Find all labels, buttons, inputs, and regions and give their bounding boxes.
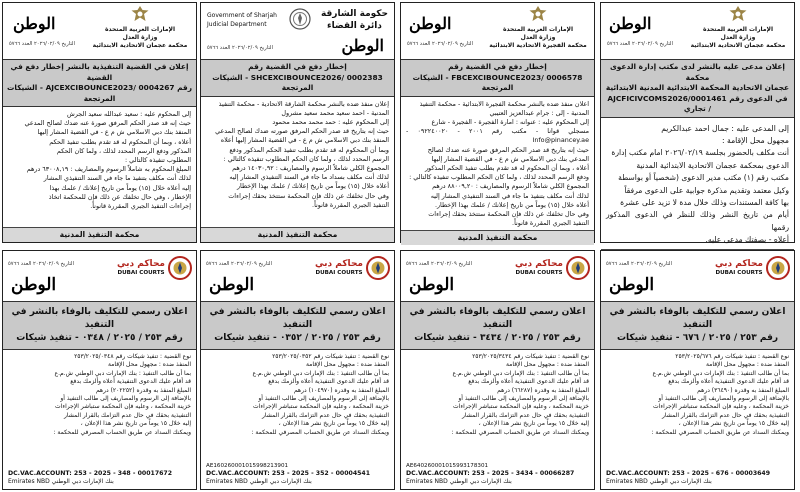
government-line: الإمارات العربية المتحدة bbox=[104, 26, 176, 33]
notice-body bbox=[201, 350, 394, 463]
government-line: وزارة العدل bbox=[122, 34, 158, 41]
notice-card-dubai-courts-0348 bbox=[2, 250, 197, 490]
bank-name: Emirates NBD بنك الإمارات دبي الوطني bbox=[206, 478, 312, 485]
body-line: المنفذ ضده : مجهول محل الإقامة bbox=[107, 361, 191, 369]
government-line: محكمة عجمان الاتحادية الابتدائية bbox=[92, 42, 188, 49]
body-line: بما أن طالب التنفيذ : بنك الإمارات دبي الوطني ش.م.ع bbox=[252, 369, 389, 377]
notice-footer: محكمة التنفيذ المدنية bbox=[3, 227, 196, 242]
notice-body bbox=[3, 107, 196, 227]
dubai-courts-text bbox=[117, 259, 165, 277]
body-line: حيث إنه بتاريخ قد صدر الحكم المرفق صورته ضدك لصالح المدعي bbox=[215, 127, 389, 136]
body-line: المبلغ المنفذ به وقدره (١٠٤٩٧٠) درهم bbox=[293, 386, 389, 394]
body-line: المنفذ بنك دبي الاسلامي ش م ع - في القضية المشار إليها bbox=[37, 128, 191, 137]
newspaper-logo: الوطن bbox=[409, 275, 455, 295]
body-line: لذلك أنت مكلف بسداد ما جاء في السند التنفيذي المشار إليه bbox=[229, 173, 389, 182]
body-line: بالإضافة إلى الرسوم والمصاريف إلى طالب التنفيذ أو bbox=[258, 395, 389, 403]
notice-footer: محكمة التنفيذ المدنية bbox=[201, 227, 394, 242]
body-line: وبما أن المحكوم له قد تقدم بطلب تنفيذ الحكم المذكور ودفع bbox=[229, 145, 389, 154]
court-name-arabic: محاكم دبي bbox=[515, 259, 563, 269]
court-name-english: DUBAI COURTS bbox=[117, 270, 165, 276]
body-line: خزينة المحكمة ، وعليه فإن المحكمة ستباشر الإجراءات bbox=[453, 403, 589, 411]
body-line: المبلغ المنفذ به وقدره (٣٦٤٩٠) درهم bbox=[697, 386, 789, 394]
body-line: بما أن طالب التنفيذ : بنك الإمارات دبي الوطني ش.م.ع bbox=[452, 369, 589, 377]
body-line: مجهول محل الإقامة : bbox=[722, 135, 789, 145]
title-line: إخطار دفع في القضية رقم bbox=[248, 62, 347, 71]
government-line: الإمارات العربية المتحدة bbox=[502, 26, 574, 33]
body-line: المنفذ ضده : مجهول محل الإقامة bbox=[305, 361, 389, 369]
body-line: أعلاه ، وبما أن المحكوم له قد تقدم بطلب تنفيذ الحكم bbox=[49, 137, 191, 146]
court-account-number: DC.VAC.ACCOUNT: 253 - 2025 - 3434 - 00066287 bbox=[406, 470, 575, 477]
body-line: التنفيذية بحقك في حال عدم التزامك بالقرار المشار bbox=[661, 411, 789, 419]
uae-emblem-icon bbox=[528, 5, 548, 25]
body-line: وفي حال تخلفك عن ذلك فإن المحكمة ستتخذ بحقك إجراءات bbox=[228, 191, 389, 200]
body-line: نوع القضية : تنفيذ شيكات رقم ٢٥٣/٢٠٢٥/٠٣٥٢ bbox=[272, 353, 389, 360]
title-line: في الدعوى رقم AJCFICIVCOMS2026/0001461 / تجاري bbox=[607, 93, 788, 113]
dubai-courts-text bbox=[715, 259, 763, 277]
title-line: رقم ٢٥٣ / ٢٠٢٥ / ٣٤٣٤ - تنفيذ شيكات bbox=[414, 333, 581, 343]
government-english-lines bbox=[207, 11, 277, 29]
notice-card-ajman-case-management bbox=[600, 2, 795, 243]
body-line: المدنية - إلى : جرام عبدالعزيز العتيبي bbox=[489, 108, 589, 117]
issue-date: التاريخ ٢٠٢٦/٠٢/٠٩ العدد ٥٧٦٦ bbox=[607, 41, 673, 47]
body-line: التنفيذ الجبري المقررة قانوناً. bbox=[512, 219, 589, 228]
notice-header bbox=[401, 3, 594, 59]
body-line: قد أقام عليك الدعوى التنفيذية أعلاه وألزمك بدفع bbox=[468, 378, 589, 386]
notice-header bbox=[201, 251, 394, 301]
government-arabic-lines bbox=[321, 8, 388, 32]
body-line: إلى المحكوم عليه : سعيد عبدالله سعيد الجرش bbox=[66, 110, 191, 118]
body-line: بالإضافة إلى الرسوم والمصاريف إلى طالب التنفيذ أو bbox=[458, 395, 589, 403]
newspaper-logo: الوطن bbox=[341, 36, 384, 55]
body-line: أعلاه خلال (١٥) يوماً من تاريخ إعلانك / علمك بهذا الإخطار bbox=[236, 182, 389, 191]
title-line: إعلان في القضية التنفيذية بالنشر إخطار دفع في القضية bbox=[10, 62, 189, 82]
court-name-english: DUBAI COURTS bbox=[515, 270, 563, 276]
issue-date: التاريخ ٢٠٢٦/٠٢/٠٩ العدد ٥٧٦٦ bbox=[406, 261, 472, 267]
body-line: لذلك أنت مكلف بتنفيذ ما جاء في السند التنفيذي المشار إليه bbox=[430, 191, 589, 200]
title-line: رقم ٢٥٣ / ٢٠٢٥ / ٠٣٤٨ - تنفيذ شيكات bbox=[16, 333, 183, 343]
government-english-line: Government of Sharjah bbox=[207, 12, 277, 19]
body-line: بما أن طالب التنفيذ : بنك الإمارات دبي الوطني ش.م.ع bbox=[54, 369, 191, 377]
dubai-courts-emblem-icon bbox=[366, 256, 390, 280]
court-account-number: DC.VAC.ACCOUNT: 253 - 2025 - 352 - 00004541 bbox=[206, 470, 371, 477]
title-line: اعلان رسمي للتكليف بالوفاء بالنشر في التنفيذ bbox=[11, 307, 188, 330]
issue-date: التاريخ ٢٠٢٦/٠٢/٠٩ العدد ٥٧٦٦ bbox=[206, 261, 272, 267]
issue-date: التاريخ ٢٠٢٦/٠٢/٠٩ العدد ٥٧٦٦ bbox=[8, 261, 74, 267]
body-line: المدعي بنك دبي الاسلامي ش م ع - في القضية المشار إليها bbox=[431, 154, 589, 163]
uae-emblem-icon bbox=[728, 5, 748, 25]
title-line: اعلان رسمي للتكليف بالوفاء بالنشر في التنفيذ bbox=[209, 307, 386, 330]
notice-title bbox=[401, 59, 594, 97]
issue-date: التاريخ ٢٠٢٦/٠٢/٠٩ العدد ٥٧٦٦ bbox=[407, 41, 473, 47]
government-block bbox=[88, 5, 192, 50]
body-line: المنفذ ضده : مجهول محل الإقامة bbox=[705, 361, 789, 369]
body-line: قد أقام عليك الدعوى التنفيذية أعلاه وألزمك بدفع bbox=[668, 378, 789, 386]
notice-body bbox=[601, 118, 794, 249]
title-line: اعلان رسمي للتكليف بالوفاء بالنشر في التنفيذ bbox=[409, 307, 586, 330]
government-line: وزارة العدل bbox=[720, 34, 756, 41]
body-line: خزينة المحكمة ، وعليه فإن المحكمة ستباشر الإجراءات bbox=[253, 403, 389, 411]
court-name-arabic: محاكم دبي bbox=[117, 259, 165, 269]
title-line: إعلان مدعى عليه بالنشر لدى مكتب إدارة الدعوى محكمة bbox=[610, 62, 785, 82]
government-line: دائرة القضاء bbox=[327, 21, 382, 31]
body-line: ويمكنك السداد عن طريق الحساب المصرفي للمحكمة : bbox=[451, 428, 589, 436]
newspaper-logo: الوطن bbox=[209, 275, 255, 295]
body-line: التنفيذية بحقك في حال عدم التزامك بالقرار المشار bbox=[261, 411, 389, 419]
body-line: نوع القضية : تنفيذ شيكات رقم ٢٥٣/٢٠٢٥/٦٧٦ bbox=[675, 353, 789, 360]
notice-header bbox=[401, 251, 594, 301]
body-line: أعلاه - بصفتك مدعى عليه. bbox=[705, 235, 789, 245]
body-line: المدنية - احمد سعيد محمد سعيد مشرول bbox=[281, 108, 389, 117]
dubai-courts-text bbox=[315, 259, 363, 277]
notice-title bbox=[201, 59, 394, 97]
body-line: بالإضافة إلى الرسوم والمصاريف إلى طالب التنفيذ أو bbox=[60, 395, 191, 403]
body-line: المطلوب تنفيذه كالتالي : bbox=[125, 156, 191, 165]
body-line: لذلك أنت مكلف بتنفيذ ما جاء في السند التنفيذي المشار bbox=[43, 174, 191, 183]
notice-title bbox=[601, 59, 794, 118]
body-line: إلى المدعى عليه : جمال احمد عبدالكريم bbox=[661, 123, 789, 133]
uae-emblem-icon bbox=[130, 5, 150, 25]
sharjah-emblem-icon bbox=[289, 8, 311, 30]
notice-card-ajman-execution bbox=[2, 2, 197, 243]
government-line: الإمارات العربية المتحدة bbox=[702, 26, 774, 33]
body-line: ويمكنك السداد عن طريق الحساب المصرفي للمحكمة : bbox=[53, 428, 191, 436]
body-line: نوع القضية : تنفيذ شيكات رقم ٢٥٣/٢٠٢٥/٣٤٣٤ bbox=[472, 353, 589, 360]
body-line: خزينة المحكمة ، وعليه فإن المحكمة ستباشر الإجراءات bbox=[55, 403, 191, 411]
body-line: خزينة المحكمة ، وعليه فإن المحكمة ستباشر الإجراءات bbox=[653, 403, 789, 411]
court-account-number: DC.VAC.ACCOUNT: 253 - 2025 - 676 - 00003649 bbox=[606, 470, 771, 477]
notice-footer: محكمة التنفيذ المدنية bbox=[401, 230, 594, 245]
government-english-line: Judicial Department bbox=[207, 21, 267, 28]
bank-name: Emirates NBD بنك الإمارات دبي الوطني bbox=[606, 478, 712, 485]
body-line: حيث إنه قد صدر الحكم المرفق صورة عنه ضدك لصالح المدعي bbox=[24, 119, 191, 128]
court-name-arabic: محاكم دبي bbox=[715, 259, 763, 269]
notice-card-dubai-courts-676 bbox=[600, 250, 795, 490]
body-line: نوع القضية : تنفيذ شيكات رقم ٢٥٣/٢٠٢٥/٠٣٤٨ bbox=[74, 353, 191, 360]
notice-body bbox=[3, 350, 196, 470]
title-line: رقم ٢٥٣ / ٢٠٢٥ / ٦٧٦ - تنفيذ شيكات bbox=[616, 333, 779, 343]
body-line: إعلان منفذ ضده بالنشر محكمة الشارقة الاتحادية - محكمة التنفيذ bbox=[218, 99, 389, 108]
notice-title bbox=[601, 301, 794, 350]
body-line: المبلغ المنفذ به وقدره (٦٦٢٨٧) درهم bbox=[497, 386, 589, 394]
government-line: محكمة عجمان الاتحادية الابتدائية bbox=[690, 42, 786, 49]
government-lines bbox=[486, 26, 590, 50]
body-line: بما أن طالب التنفيذ : بنك الإمارات دبي الوطني ش.م.ع bbox=[652, 369, 789, 377]
notice-title bbox=[401, 301, 594, 350]
body-line: المذكور ودفع الرسم المحدد لذلك ، ولما كان الحكم bbox=[56, 146, 191, 155]
body-line: الإخطار ، وفي حال تخلفك عن ذلك فإن للمحكمة اتخاذ bbox=[48, 192, 191, 201]
title-line: رقم AJCEXCIBOUNCE2023/ 0004267 - الشيكات المرتجعة bbox=[7, 83, 192, 103]
government-line: محكمة الفجيرة الاتحادية الابتدائية bbox=[489, 42, 587, 49]
body-line: أنت مكلف بالحضور بجلسة ٢٠٢٦/٠٢/١٩ امام مكتب إدارة bbox=[611, 148, 789, 158]
body-line: التنفيذية بحقك في حال عدم التزامك بالقرار المشار bbox=[63, 411, 191, 419]
notice-card-dubai-courts-0352 bbox=[200, 250, 395, 490]
body-line: إليه خلال ١٥ يوماً من تاريخ نشر هذا الإعلان ، bbox=[278, 420, 389, 428]
dubai-courts-emblem-icon bbox=[766, 256, 790, 280]
body-line: إليه خلال ١٥ يوماً من تاريخ نشر هذا الإعلان ، bbox=[478, 420, 589, 428]
newspaper-logo: الوطن bbox=[609, 14, 652, 33]
body-line: الدعوى بمحكمة عجمان الاتحادية الابتدائية المدنية bbox=[636, 160, 789, 170]
body-line: إليه خلال ١٥ يوماً من تاريخ نشر هذا الإعلان ، bbox=[678, 420, 789, 428]
body-line: أعلاه ، وبما أن المحكوم له قد تقدم بطلب تنفيذ الحكم المذكور bbox=[424, 163, 589, 172]
government-block bbox=[486, 5, 590, 50]
body-line: مسجلي قوانا - مكتب رقم ٢٠٠١ - ٠٩٢٢٤٠٠٢٠ - Info@pinancey.ae bbox=[406, 127, 590, 145]
body-line: الرسم المحدد لذلك ، ولما كان الحكم المطلوب تنفيذه كالتالي : bbox=[223, 154, 389, 163]
notice-body bbox=[401, 97, 594, 231]
body-line: إليه أعلاه خلال (١٥) يوماً من تاريخ إعلانك / علمك بهذا bbox=[49, 183, 191, 192]
government-lines bbox=[88, 26, 192, 50]
newspaper-logo: الوطن bbox=[11, 275, 57, 295]
notice-title bbox=[201, 301, 394, 350]
court-account-number: DC.VAC.ACCOUNT: 253 - 2025 - 348 - 00017672 bbox=[8, 470, 173, 477]
body-line: المنفذ ضده : مجهول محل الإقامة bbox=[505, 361, 589, 369]
issue-date: التاريخ ٢٠٢٦/٠٢/٠٩ العدد ٥٧٦٦ bbox=[606, 261, 672, 267]
notice-body bbox=[201, 97, 394, 228]
court-name-english: DUBAI COURTS bbox=[715, 270, 763, 276]
body-line: بها كافة المستندات وذلك خلال مدة لا تزيد على عشرة bbox=[620, 197, 789, 207]
notice-header bbox=[601, 251, 794, 301]
dubai-courts-emblem-icon bbox=[168, 256, 192, 280]
body-line: إليه خلال ١٥ يوماً من تاريخ نشر هذا الإعلان ، bbox=[80, 420, 191, 428]
court-name-english: DUBAI COURTS bbox=[315, 270, 363, 276]
court-name-arabic: محاكم دبي bbox=[315, 259, 363, 269]
notice-header bbox=[601, 3, 794, 59]
notice-title bbox=[3, 59, 196, 107]
body-line: وفي حال تخلفك عن ذلك فإن المحكمة ستتخذ بحقك إجراءات bbox=[428, 209, 589, 218]
body-line: قد أقام عليك الدعوى التنفيذية أعلاه وألزمك بدفع bbox=[268, 378, 389, 386]
newspaper-logo: الوطن bbox=[609, 275, 655, 295]
body-line: قد أقام عليك الدعوى التنفيذية أعلاه وألزمك بدفع bbox=[70, 378, 191, 386]
dubai-courts-logo bbox=[515, 256, 590, 280]
body-line: إلى المحكوم عليه : عنوانه : امارة الفجيرة - الفجيرة - شارع bbox=[431, 117, 589, 126]
body-line: المبلغ المحكوم به شاملاً الرسوم والمصاريف : ٦٣٠٠٨,١٩ درهم bbox=[26, 165, 191, 174]
title-line: رقم ٢٥٣ / ٢٠٢٥ / ٠٣٥٢ - تنفيذ شيكات bbox=[214, 333, 381, 343]
title-line: إخطار دفع في القضية رقم bbox=[448, 62, 547, 71]
newspaper-logo: الوطن bbox=[409, 14, 452, 33]
notice-body bbox=[601, 350, 794, 470]
government-line: وزارة العدل bbox=[520, 34, 556, 41]
title-line: عجمان الاتحادية المحكمة الابتدائية المدنية الابتدائية bbox=[605, 83, 790, 92]
issue-date: التاريخ ٢٠٢٦/٠٢/٠٩ العدد ٥٧٦٦ bbox=[9, 41, 75, 47]
notice-card-sharjah-execution bbox=[200, 2, 395, 243]
body-line: المبلغ المنفذ به وقدره (٢٠٢٢٥٢) درهم bbox=[95, 386, 191, 394]
bank-name: Emirates NBD بنك الإمارات دبي الوطني bbox=[406, 478, 512, 485]
body-line: ويمكنك السداد عن طريق الحساب المصرفي للمحكمة : bbox=[651, 428, 789, 436]
body-line: حيث إنه بتاريخ قد صدر الحكم المرفق صورة عنه ضدك لصالح bbox=[427, 145, 589, 154]
title-line: اعلان رسمي للتكليف بالوفاء بالنشر في التنفيذ bbox=[609, 307, 786, 330]
body-line: أيام من تاريخ النشر وذلك للنظر في الدعوى المذكور رقمها bbox=[606, 210, 789, 232]
newspaper-logo: الوطن bbox=[13, 14, 56, 33]
issue-date: التاريخ ٢٠٢٦/٠٢/٠٩ العدد ٥٧٦٦ bbox=[207, 45, 273, 51]
notice-title bbox=[3, 301, 196, 350]
body-line: إلى المحكوم عليه : حمد محمد محمد محمود bbox=[272, 117, 389, 126]
government-lines bbox=[686, 26, 790, 50]
government-line: حكومة الشارقة bbox=[320, 9, 388, 19]
notice-card-fujairah-execution bbox=[400, 2, 595, 243]
notice-body bbox=[401, 350, 594, 463]
body-line: بالإضافة إلى الرسوم والمصاريف إلى طالب التنفيذ أو bbox=[658, 395, 789, 403]
body-line: التنفيذ الجبري المقررة قانوناً. bbox=[312, 200, 389, 209]
dubai-courts-emblem-icon bbox=[566, 256, 590, 280]
body-line: إجراءات التنفيذ الجبري المقررة قانوناً. bbox=[90, 202, 191, 211]
notice-header bbox=[3, 3, 196, 59]
body-line: وكيل معتمد وتقديم مذكرة جوابية على الدعوى مرفقاً bbox=[624, 185, 789, 195]
dubai-courts-text bbox=[515, 259, 563, 277]
notice-header bbox=[3, 251, 196, 301]
court-iban: AE160260001015998213901 bbox=[206, 462, 289, 469]
title-line: FBCEXCIBOUNCE2023/ 0006578 - الشيكات المرتجعة bbox=[412, 72, 583, 92]
body-line: التنفيذية بحقك في حال عدم التزامك بالقرار المشار bbox=[461, 411, 589, 419]
body-line: اعلان منفذ ضده بالنشر محكمة الفجيرة الابتدائية - محكمة التنفيذ bbox=[419, 99, 589, 108]
dubai-courts-logo bbox=[315, 256, 390, 280]
body-line: مكتب رقم (١) مكتب مدير الدعوى (شخصياً أو بواسطة bbox=[618, 173, 789, 183]
dubai-courts-logo bbox=[715, 256, 790, 280]
bank-name: Emirates NBD بنك الإمارات دبي الوطني bbox=[8, 478, 114, 485]
body-line: المجموع الكلي شاملاً الرسوم والمصاريف : ١٤٠٣٠,٩٢ درهم bbox=[232, 163, 389, 172]
body-line: المجموع الكلي شاملاً الرسوم والمصاريف : ٨٨٠٠٩,٢٠ درهم bbox=[432, 182, 589, 191]
body-line: المنفذ بنك دبي الاسلامي ش م ع - في القضية المشار إليها أعلاه bbox=[220, 136, 389, 145]
title-line: SHCEXCIBOUNCE2026/ 0002383 - الشيكات المرتجعة bbox=[212, 72, 383, 92]
court-iban: AE640260001015993178301 bbox=[406, 462, 489, 469]
dubai-courts-logo bbox=[117, 256, 192, 280]
notice-header bbox=[201, 3, 394, 59]
body-line: أعلاه خلال (١٥) يوماً من تاريخ إعلانك / علمك بهذا الإخطار. bbox=[434, 200, 589, 209]
notice-card-dubai-courts-3434 bbox=[400, 250, 595, 490]
body-line: ودفع الرسم المحدد لذلك ، ولما كان الحكم المطلوب تنفيذه كالتالي : bbox=[409, 173, 589, 182]
government-block bbox=[686, 5, 790, 50]
body-line: ويمكنك السداد عن طريق الحساب المصرفي للمحكمة : bbox=[251, 428, 389, 436]
